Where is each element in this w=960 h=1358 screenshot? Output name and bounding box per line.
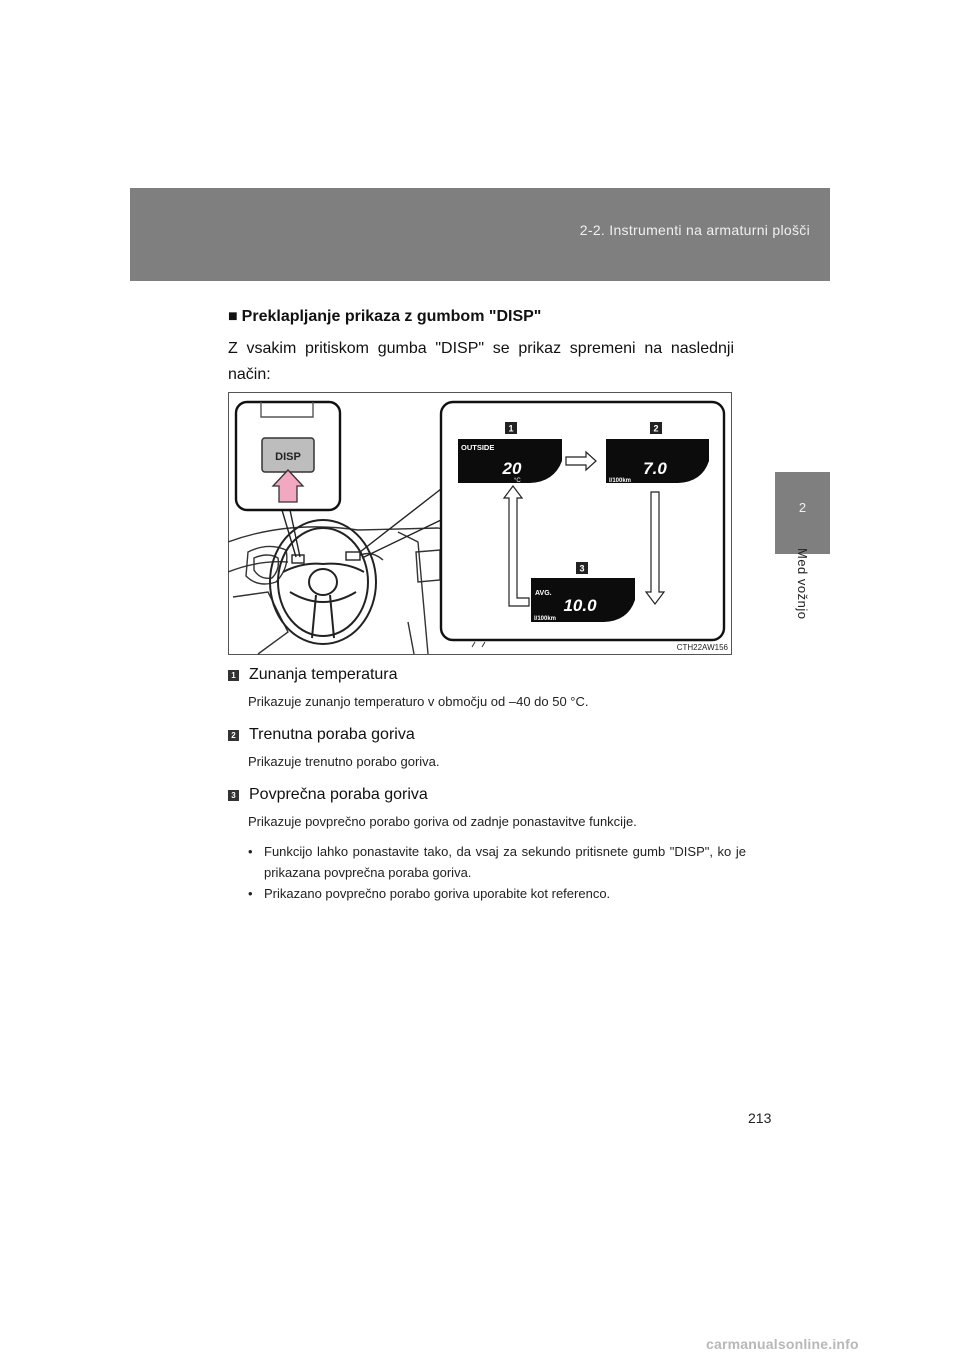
- items-list: [228, 663, 748, 904]
- item-title: Trenutna poraba goriva: [249, 726, 415, 743]
- chapter-tab: [775, 472, 830, 554]
- svg-text:2: 2: [653, 423, 659, 434]
- bullet-item: • Funkcijo lahko ponastavite tako, da vsaj za sekundo pritisnete gumb "DISP", ko je prikazana povprečna poraba goriva.: [248, 841, 746, 883]
- item-title: Povprečna poraba goriva: [249, 786, 428, 803]
- item-number-badge: 2: [228, 730, 239, 741]
- outside-value: 20: [502, 459, 522, 478]
- item-number-badge: 1: [228, 670, 239, 681]
- item-description: Prikazuje trenutno porabo goriva.: [248, 754, 440, 769]
- item-description: Prikazuje povprečno porabo goriva od zadnje ponastavitve funkcije.: [248, 814, 637, 829]
- header-section-title: 2-2. Instrumenti na armaturni plošči: [579, 222, 810, 238]
- section-title: [228, 308, 541, 326]
- avg-value: 10.0: [563, 596, 597, 615]
- watermark: carmanualsonline.info: [706, 1336, 859, 1352]
- item-number-badge: 3: [228, 790, 239, 801]
- list-item: [228, 663, 748, 711]
- list-item: [228, 723, 748, 771]
- chapter-label: Med vožnjo: [795, 548, 810, 620]
- outside-label: OUTSIDE: [461, 443, 495, 452]
- section-title-text: Preklapljanje prikaza z gumbom "DISP": [241, 308, 542, 325]
- disp-figure: [228, 392, 732, 655]
- item-title: Zunanja temperatura: [249, 666, 398, 683]
- disp-switch: [292, 555, 304, 563]
- avg-label: AVG.: [535, 590, 552, 597]
- bullet-list: [248, 841, 748, 904]
- figure-code: CTH22AW156: [676, 643, 728, 652]
- disp-button-label: DISP: [275, 451, 301, 463]
- svg-text:1: 1: [508, 423, 514, 434]
- outside-unit: °C: [514, 478, 521, 484]
- chapter-number: 2: [798, 500, 807, 515]
- page-number: 213: [748, 1110, 772, 1126]
- avg-unit: l/100km: [534, 616, 557, 622]
- bullet-item: • Prikazano povprečno porabo goriva uporabite kot referenco.: [248, 883, 746, 904]
- intro-paragraph: Z vsakim pritiskom gumba "DISP" se prikaz spremeni na naslednji način:: [228, 340, 734, 383]
- item-description: Prikazuje zunanjo temperaturo v območju od –40 do 50 °C.: [248, 694, 589, 709]
- list-item: [228, 783, 748, 904]
- svg-text:3: 3: [579, 563, 585, 574]
- display-switch: [346, 552, 360, 560]
- header-band: [130, 188, 830, 281]
- square-bullet-icon: ■: [228, 308, 238, 325]
- instant-unit: l/100km: [609, 478, 632, 484]
- instant-value: 7.0: [643, 459, 667, 478]
